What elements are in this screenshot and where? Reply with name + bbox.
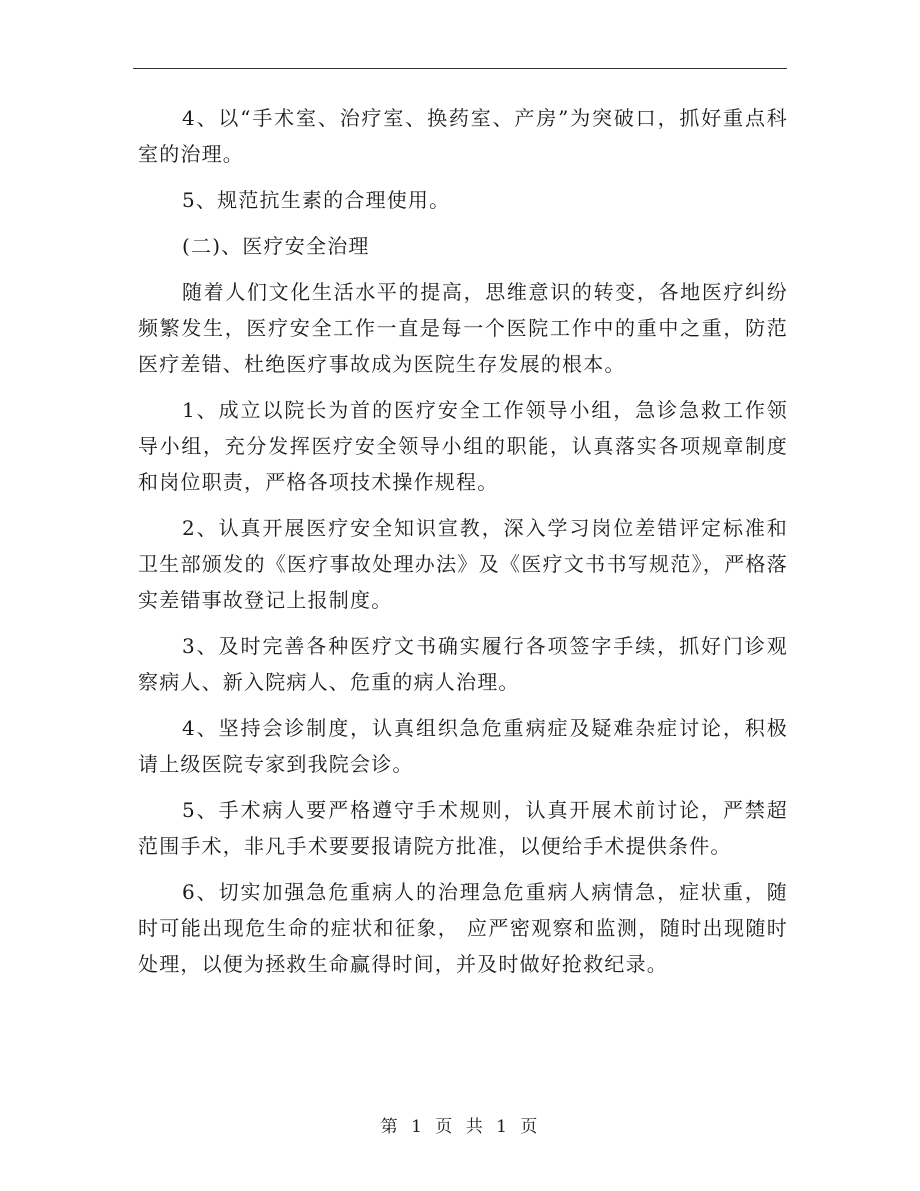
paragraph-item-5-surgery-rules: 5、手术病人要严格遵守手术规则，认真开展术前讨论，严禁超范围手术，非凡手术要要报请院方批准，以便给手术提供条件。 — [138, 798, 788, 858]
paragraph-item-4-key-departments: 4、以“手术室、治疗室、换药室、产房”为突破口，抓好重点科室的治理。 — [138, 106, 788, 166]
paragraph-item-5-antibiotics: 5、规范抗生素的合理使用。 — [182, 188, 451, 212]
document-body — [138, 100, 788, 992]
paragraph-item-6-critical-patients: 6、切实加强急危重病人的治理急危重病人病情急，症状重，随时可能出现危生命的症状和征象， 应严密观察和监测，随时出现随时处理，以便为拯救生命赢得时间，并及时做好抢救纪录。 — [138, 880, 788, 976]
page-number-footer: 第 1 页 共 1 页 — [380, 1117, 540, 1137]
header-rule — [133, 68, 787, 69]
paragraph-item-1-leadership-group: 1、成立以院长为首的医疗安全工作领导小组，急诊急救工作领导小组，充分发挥医疗安全领导小组的职能，认真落实各项规章制度和岗位职责，严格各项技术操作规程。 — [138, 398, 788, 494]
paragraph-item-4-consultation: 4、坚持会诊制度，认真组织急危重病症及疑难杂症讨论，积极请上级医院专家到我院会诊。 — [138, 716, 788, 776]
paragraph-item-3-medical-documents: 3、及时完善各种医疗文书确实履行各项签字手续，抓好门诊观察病人、新入院病人、危重的病人治理。 — [138, 634, 788, 694]
paragraph-intro-medical-safety: 随着人们文化生活水平的提高，思维意识的转变，各地医疗纠纷频繁发生，医疗安全工作一直是每一个医院工作中的重中之重，防范医疗差错、杜绝医疗事故成为医院生存发展的根本。 — [138, 280, 788, 376]
paragraph-item-2-safety-education: 2、认真开展医疗安全知识宣教，深入学习岗位差错评定标准和卫生部颁发的《医疗事故处理办法》及《医疗文书书写规范》，严格落实差错事故登记上报制度。 — [138, 516, 788, 612]
section-heading-medical-safety: (二)、医疗安全治理 — [182, 234, 370, 258]
